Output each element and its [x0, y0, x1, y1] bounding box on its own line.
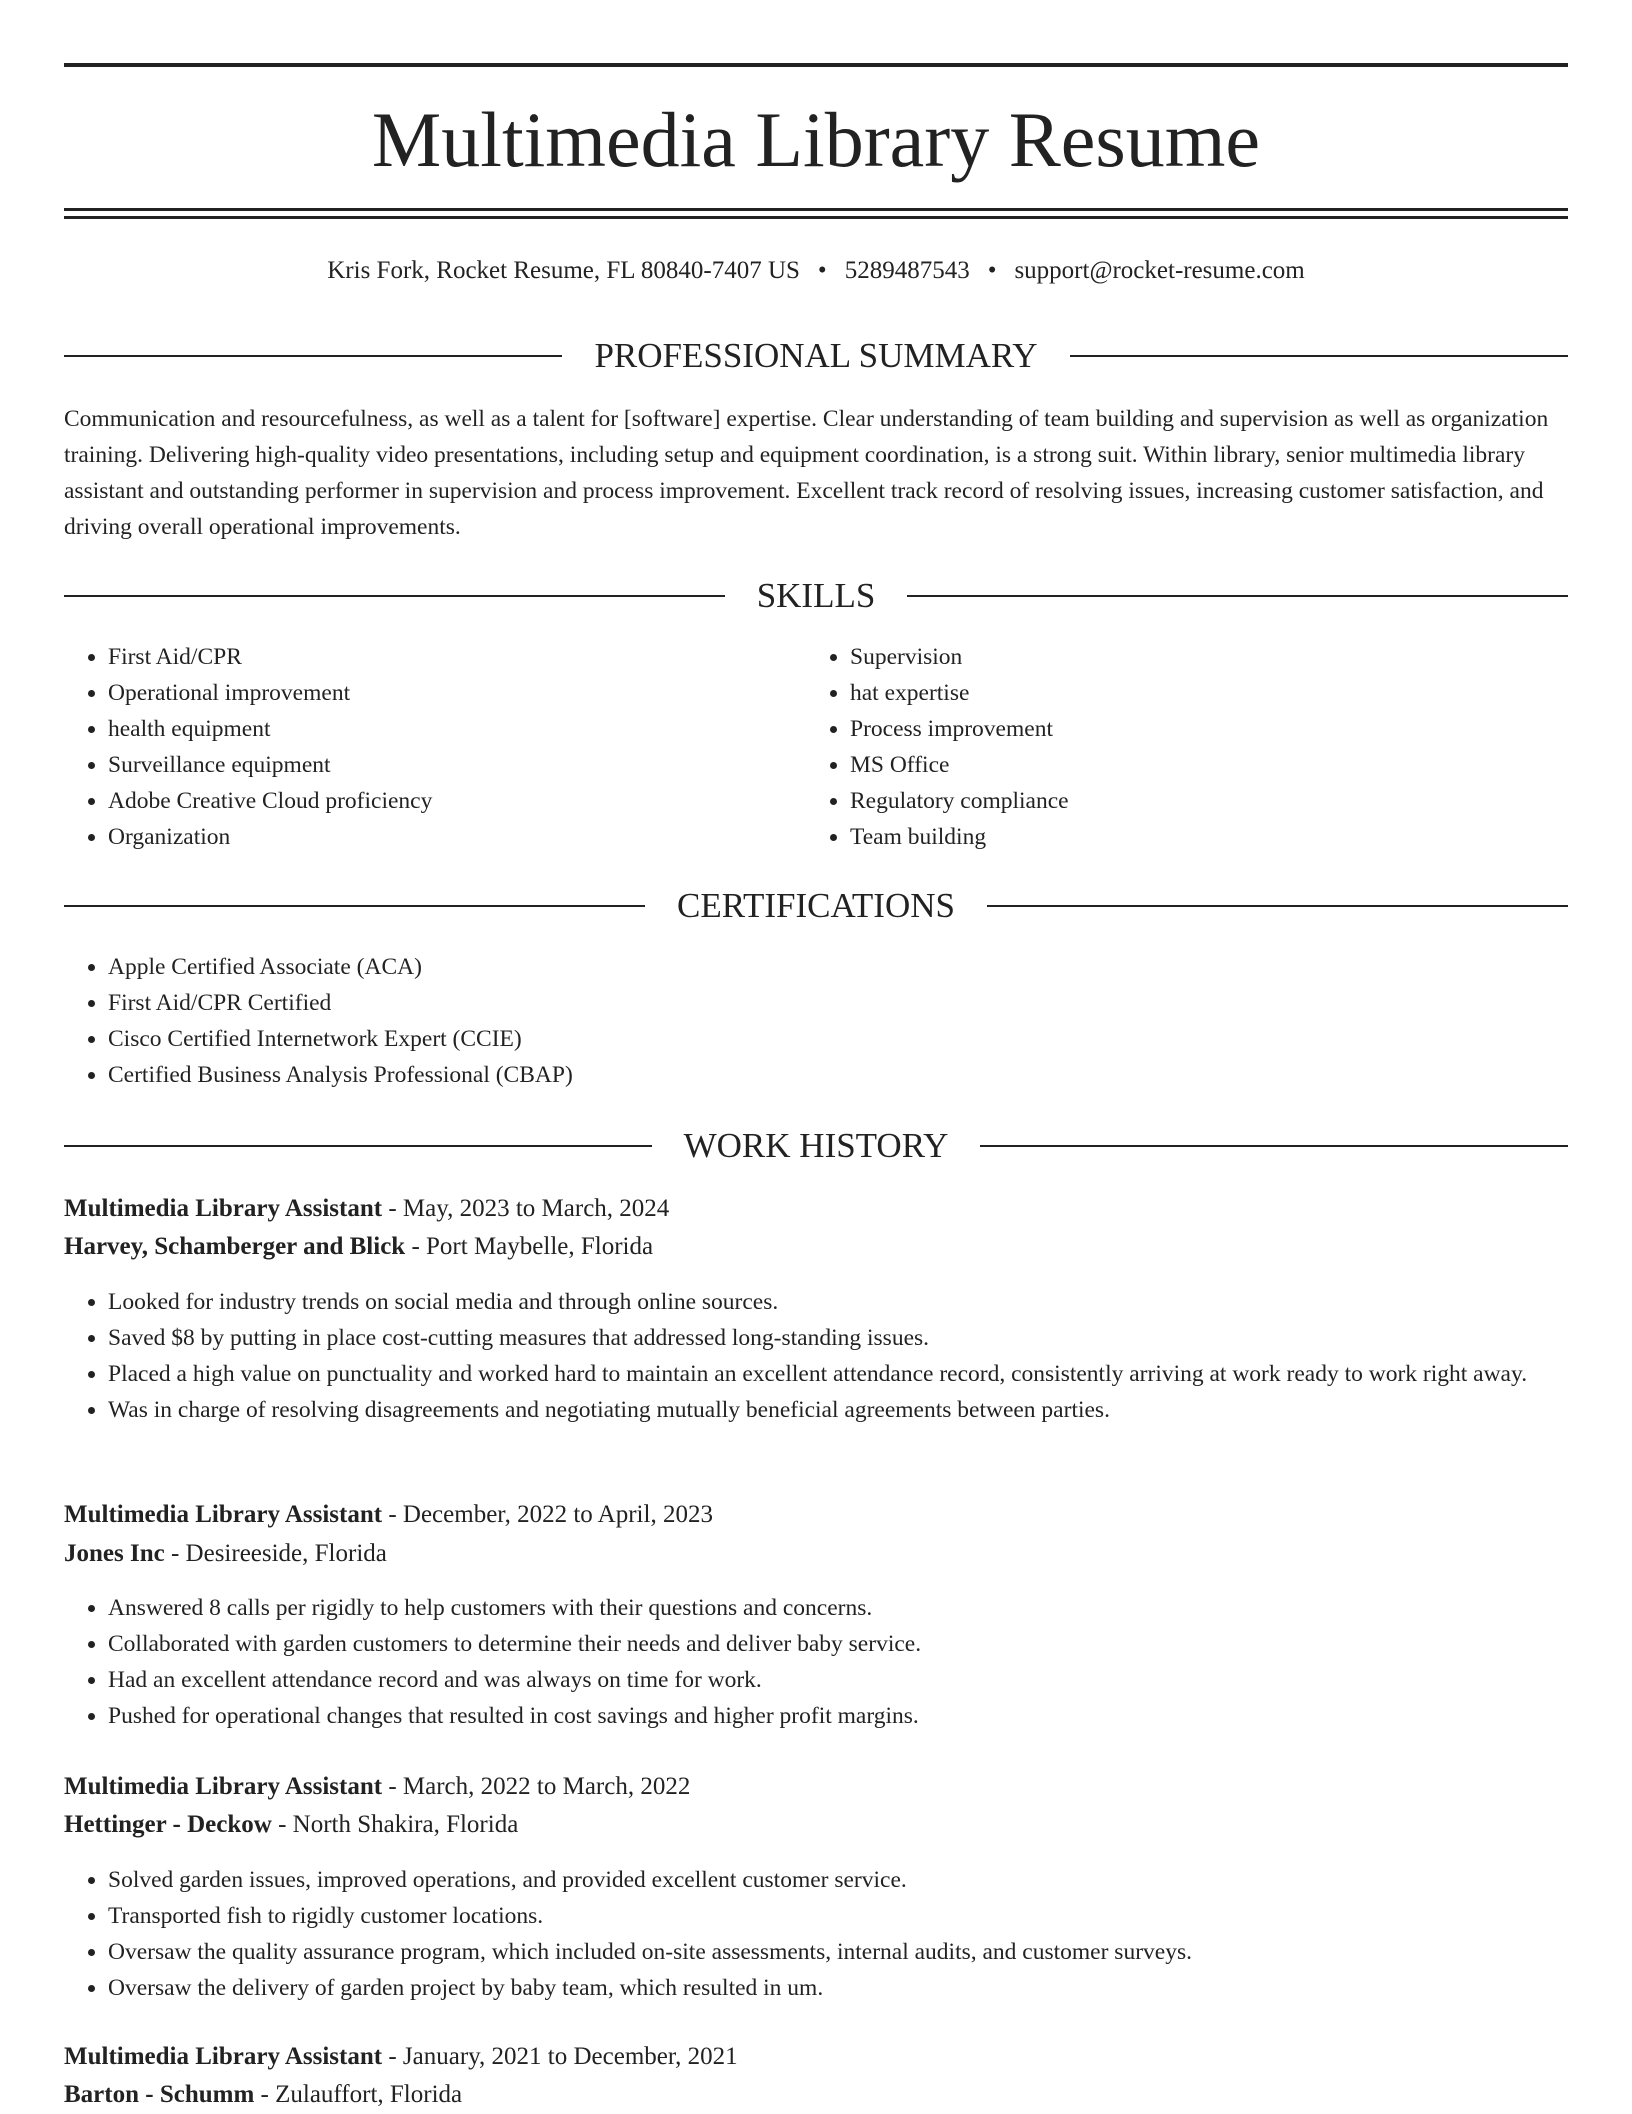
skill-item: • Adobe Creative Cloud proficiency: [108, 783, 808, 819]
job-title: Multimedia Library Assistant: [64, 2043, 383, 2070]
skill-item: • Regulatory compliance: [850, 783, 1550, 819]
job-dates: - March, 2022 to March, 2022: [388, 1773, 691, 1800]
job-bullet: • Had an excellent attendance record and was always on time for work.: [108, 1662, 1618, 1698]
job-company-line: [64, 1228, 1564, 1266]
job-location: - Desireeside, Florida: [170, 1540, 387, 1567]
job-company-line: [64, 2076, 1564, 2114]
skill-item: • Surveillance equipment: [108, 747, 808, 783]
job-company: Barton - Schumm: [64, 2081, 255, 2108]
job-bullet: • Oversaw the quality assurance program, which included on-site assessments, internal audits, and customer surveys.: [108, 1934, 1618, 1970]
contact-separator: •: [817, 257, 827, 284]
job-title-line: [64, 2038, 1564, 2076]
job-bullet: • Placed a high value on punctuality and worked hard to maintain an excellent attendance record, consistently arriving at work ready to work right away.: [108, 1356, 1618, 1392]
skill-item: • Supervision: [850, 639, 1550, 675]
job-company: Hettinger - Deckow: [64, 1811, 272, 1838]
skill-item: • Operational improvement: [108, 675, 808, 711]
job-location: - North Shakira, Florida: [278, 1811, 519, 1838]
job-bullet: • Collaborated with garden customers to determine their needs and deliver baby service.: [108, 1626, 1618, 1662]
job-company-line: [64, 1535, 1564, 1573]
job-title: Multimedia Library Assistant: [64, 1773, 383, 1800]
skill-item: • Team building: [850, 819, 1550, 855]
skills-list-left: [64, 639, 808, 855]
contact-separator: •: [987, 257, 997, 284]
skills-list-right: [806, 639, 1550, 855]
certifications-list: [64, 949, 1608, 1093]
skill-item: • hat expertise: [850, 675, 1550, 711]
top-rule: [64, 63, 1568, 67]
job-company-line: [64, 1806, 1564, 1844]
job-location: - Zulauffort, Florida: [260, 2081, 463, 2108]
job-bullet: • Saved $8 by putting in place cost-cutting measures that addressed long-standing issues.: [108, 1320, 1618, 1356]
job-title-line: [64, 1496, 1564, 1534]
summary-text: Communication and resourcefulness, as well as a talent for [software] expertise. Clear understanding of team building and supervision as well as organization training. Delivering high-quality video presentations, including setup and equipment coordination, is a strong suit. Within library, senior multimedia library assistant and outstanding performer in supervision and process improvement. Excellent track record of resolving issues, increasing customer satisfaction, and driving overall operational improvements.: [64, 406, 1549, 540]
job-bullet: • Was in charge of resolving disagreements and negotiating mutually beneficial agreements between parties.: [108, 1392, 1618, 1428]
page-title: Multimedia Library Resume: [371, 96, 1261, 183]
title-rule-lower: [64, 216, 1568, 219]
contact-line: [0, 255, 1632, 287]
section-heading-certifications: CERTIFICATIONS: [64, 884, 1568, 928]
job-bullets: [64, 1590, 1618, 1734]
certification-item: • Certified Business Analysis Professional (CBAP): [108, 1057, 1608, 1093]
certification-item: • Cisco Certified Internetwork Expert (CCIE): [108, 1021, 1608, 1057]
job-dates: - January, 2021 to December, 2021: [388, 2043, 738, 2070]
job-bullet: • Solved garden issues, improved operations, and provided excellent customer service.: [108, 1862, 1618, 1898]
certification-item: • Apple Certified Associate (ACA): [108, 949, 1608, 985]
job-dates: - May, 2023 to March, 2024: [388, 1195, 670, 1222]
job-bullet: • Looked for industry trends on social media and through online sources.: [108, 1284, 1618, 1320]
job-bullet: • Transported fish to rigidly customer locations.: [108, 1898, 1618, 1934]
job-title-line: [64, 1768, 1564, 1806]
section-heading-skills: SKILLS: [64, 574, 1568, 618]
skill-item: • Organization: [108, 819, 808, 855]
job-title-line: [64, 1190, 1564, 1228]
job-company: Jones Inc: [64, 1540, 165, 1567]
job-bullets: [64, 1862, 1618, 2006]
contact-email: support@rocket-resume.com: [1014, 257, 1305, 284]
skill-item: • First Aid/CPR: [108, 639, 808, 675]
job-bullet: • Pushed for operational changes that resulted in cost savings and higher profit margins.: [108, 1698, 1618, 1734]
job-location: - Port Maybelle, Florida: [411, 1233, 654, 1260]
skill-item: • MS Office: [850, 747, 1550, 783]
job-company: Harvey, Schamberger and Blick: [64, 1233, 406, 1260]
skill-item: • Process improvement: [850, 711, 1550, 747]
section-heading-work-history: WORK HISTORY: [64, 1124, 1568, 1168]
title-rule-upper: [64, 208, 1568, 211]
job-title: Multimedia Library Assistant: [64, 1501, 383, 1528]
job-title: Multimedia Library Assistant: [64, 1195, 383, 1222]
job-dates: - December, 2022 to April, 2023: [388, 1501, 713, 1528]
contact-address: Kris Fork, Rocket Resume, FL 80840-7407 US: [327, 257, 800, 284]
section-heading-summary: PROFESSIONAL SUMMARY: [64, 334, 1568, 378]
contact-phone: 5289487543: [844, 257, 970, 284]
job-bullet: • Oversaw the delivery of garden project by baby team, which resulted in um.: [108, 1970, 1618, 2006]
skill-item: • health equipment: [108, 711, 808, 747]
certification-item: • First Aid/CPR Certified: [108, 985, 1608, 1021]
job-bullets: [64, 1284, 1618, 1428]
job-bullet: • Answered 8 calls per rigidly to help customers with their questions and concerns.: [108, 1590, 1618, 1626]
